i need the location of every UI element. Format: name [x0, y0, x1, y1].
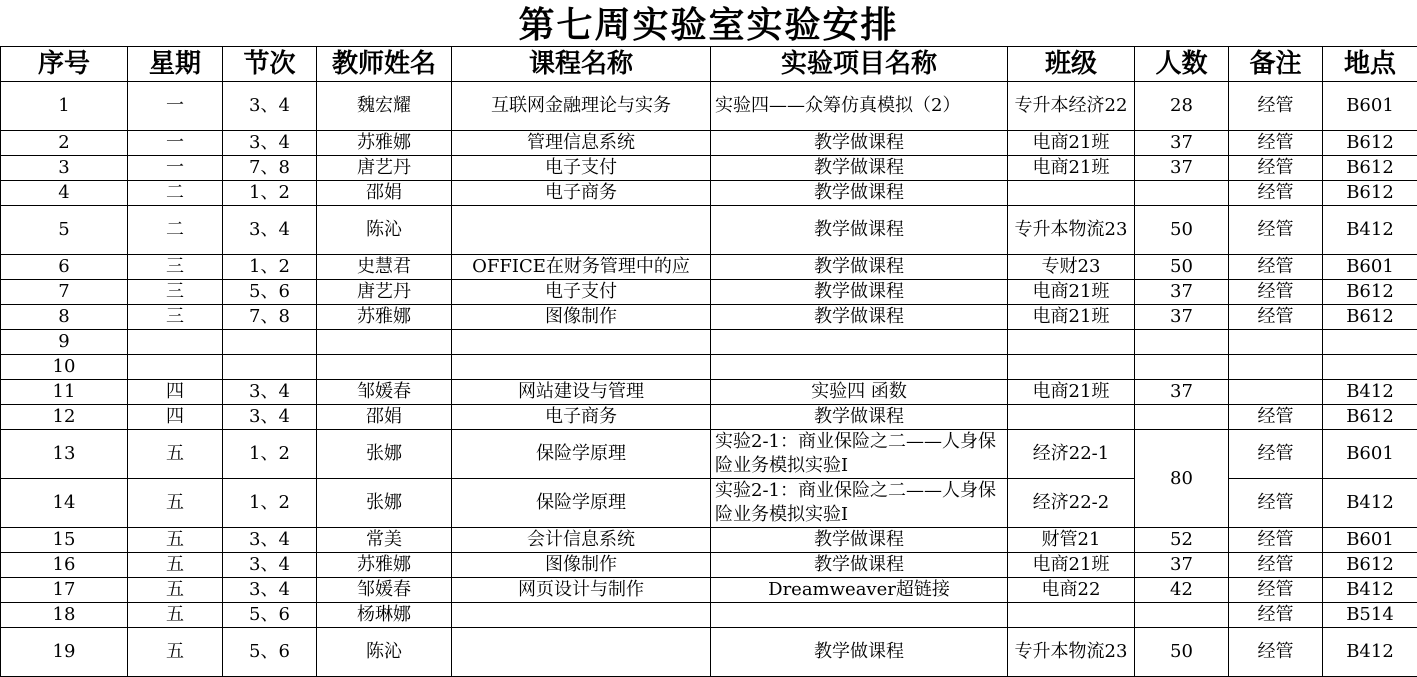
cell-teacher[interactable]: 史慧君: [317, 255, 452, 280]
header-location[interactable]: 地点: [1323, 47, 1417, 82]
cell-experiment[interactable]: [711, 330, 1008, 355]
cell-period[interactable]: 1、2: [223, 181, 317, 206]
cell-count[interactable]: [1135, 181, 1229, 206]
header-row: [1, 47, 1417, 82]
cell-note[interactable]: 经管: [1229, 181, 1323, 206]
cell-period[interactable]: 1、2: [223, 430, 317, 479]
cell-index[interactable]: 9: [1, 330, 128, 355]
cell-count[interactable]: 37: [1135, 305, 1229, 330]
cell-experiment[interactable]: Dreamweaver超链接: [711, 578, 1008, 603]
table-row[interactable]: [1, 206, 1417, 255]
cell-count[interactable]: [1135, 330, 1229, 355]
cell-experiment[interactable]: 教学做课程: [711, 528, 1008, 553]
cell-count[interactable]: 37: [1135, 553, 1229, 578]
cell-index[interactable]: 5: [1, 206, 128, 255]
cell-course[interactable]: OFFICE在财务管理中的应: [452, 255, 711, 280]
cell-course[interactable]: 网站建设与管理: [452, 380, 711, 405]
cell-count[interactable]: 52: [1135, 528, 1229, 553]
header-weekday[interactable]: 星期: [128, 47, 223, 82]
cell-weekday[interactable]: 五: [128, 628, 223, 677]
cell-note[interactable]: 经管: [1229, 405, 1323, 430]
cell-weekday[interactable]: 五: [128, 479, 223, 528]
cell-location[interactable]: B514: [1323, 603, 1417, 628]
cell-class[interactable]: 电商21班: [1008, 305, 1135, 330]
cell-weekday[interactable]: [128, 355, 223, 380]
cell-index[interactable]: 19: [1, 628, 128, 677]
cell-experiment[interactable]: 教学做课程: [711, 305, 1008, 330]
cell-class[interactable]: 电商21班: [1008, 380, 1135, 405]
cell-course[interactable]: 保险学原理: [452, 479, 711, 528]
cell-teacher[interactable]: 邹媛春: [317, 578, 452, 603]
cell-index[interactable]: 7: [1, 280, 128, 305]
cell-course[interactable]: 图像制作: [452, 553, 711, 578]
cell-weekday[interactable]: [128, 330, 223, 355]
cell-teacher[interactable]: 邵娟: [317, 405, 452, 430]
cell-count[interactable]: [1135, 405, 1229, 430]
cell-teacher[interactable]: 唐艺丹: [317, 280, 452, 305]
cell-teacher[interactable]: 张娜: [317, 430, 452, 479]
table-row[interactable]: [1, 330, 1417, 355]
cell-weekday[interactable]: 一: [128, 131, 223, 156]
cell-period[interactable]: 7、8: [223, 305, 317, 330]
cell-teacher[interactable]: [317, 355, 452, 380]
cell-teacher[interactable]: 邵娟: [317, 181, 452, 206]
cell-experiment[interactable]: 教学做课程: [711, 156, 1008, 181]
cell-course[interactable]: 电子支付: [452, 156, 711, 181]
cell-period[interactable]: 3、4: [223, 206, 317, 255]
table-row[interactable]: [1, 405, 1417, 430]
cell-note[interactable]: 经管: [1229, 479, 1323, 528]
cell-weekday[interactable]: 五: [128, 553, 223, 578]
cell-weekday[interactable]: 五: [128, 578, 223, 603]
cell-weekday[interactable]: 四: [128, 405, 223, 430]
cell-location[interactable]: B412: [1323, 479, 1417, 528]
header-class[interactable]: 班级: [1008, 47, 1135, 82]
cell-class[interactable]: [1008, 181, 1135, 206]
cell-location[interactable]: B612: [1323, 280, 1417, 305]
cell-course[interactable]: 保险学原理: [452, 430, 711, 479]
cell-class[interactable]: 专升本物流23: [1008, 628, 1135, 677]
cell-teacher[interactable]: 陈沁: [317, 206, 452, 255]
cell-note[interactable]: 经管: [1229, 280, 1323, 305]
cell-weekday[interactable]: 五: [128, 603, 223, 628]
cell-index[interactable]: 15: [1, 528, 128, 553]
cell-period[interactable]: [223, 330, 317, 355]
cell-index[interactable]: 1: [1, 82, 128, 131]
cell-class[interactable]: [1008, 405, 1135, 430]
cell-class[interactable]: 经济22-1: [1008, 430, 1135, 479]
cell-class[interactable]: [1008, 603, 1135, 628]
cell-note[interactable]: 经管: [1229, 578, 1323, 603]
cell-note[interactable]: [1229, 380, 1323, 405]
cell-teacher[interactable]: 邹媛春: [317, 380, 452, 405]
cell-location[interactable]: B601: [1323, 255, 1417, 280]
cell-experiment[interactable]: 实验四 函数: [711, 380, 1008, 405]
table-row[interactable]: [1, 628, 1417, 677]
header-count[interactable]: 人数: [1135, 47, 1229, 82]
cell-location[interactable]: B612: [1323, 553, 1417, 578]
cell-index[interactable]: 6: [1, 255, 128, 280]
cell-class[interactable]: 经济22-2: [1008, 479, 1135, 528]
table-row[interactable]: [1, 553, 1417, 578]
cell-note[interactable]: 经管: [1229, 305, 1323, 330]
cell-note[interactable]: [1229, 330, 1323, 355]
cell-note[interactable]: 经管: [1229, 206, 1323, 255]
cell-index[interactable]: 14: [1, 479, 128, 528]
cell-class[interactable]: 专升本物流23: [1008, 206, 1135, 255]
cell-course[interactable]: 网页设计与制作: [452, 578, 711, 603]
cell-period[interactable]: 7、8: [223, 156, 317, 181]
cell-location[interactable]: B412: [1323, 206, 1417, 255]
cell-index[interactable]: 2: [1, 131, 128, 156]
cell-weekday[interactable]: 三: [128, 255, 223, 280]
table-row[interactable]: [1, 355, 1417, 380]
cell-period[interactable]: 3、4: [223, 82, 317, 131]
cell-experiment[interactable]: 教学做课程: [711, 181, 1008, 206]
cell-teacher[interactable]: 苏雅娜: [317, 305, 452, 330]
header-teacher[interactable]: 教师姓名: [317, 47, 452, 82]
cell-experiment[interactable]: 实验2-1：商业保险之二——人身保险业务模拟实验Ⅰ: [711, 430, 1008, 479]
schedule-table: [0, 46, 1417, 677]
cell-course[interactable]: 管理信息系统: [452, 131, 711, 156]
cell-location[interactable]: B612: [1323, 131, 1417, 156]
cell-course[interactable]: [452, 206, 711, 255]
cell-index[interactable]: 3: [1, 156, 128, 181]
cell-period[interactable]: 3、4: [223, 578, 317, 603]
cell-count[interactable]: 42: [1135, 578, 1229, 603]
cell-location[interactable]: [1323, 355, 1417, 380]
cell-location[interactable]: [1323, 330, 1417, 355]
cell-class[interactable]: [1008, 355, 1135, 380]
cell-note[interactable]: 经管: [1229, 603, 1323, 628]
table-row[interactable]: [1, 280, 1417, 305]
cell-count[interactable]: 50: [1135, 206, 1229, 255]
cell-location[interactable]: B612: [1323, 181, 1417, 206]
cell-class[interactable]: 电商21班: [1008, 280, 1135, 305]
cell-experiment[interactable]: 教学做课程: [711, 131, 1008, 156]
cell-experiment[interactable]: 教学做课程: [711, 255, 1008, 280]
cell-note[interactable]: [1229, 355, 1323, 380]
cell-period[interactable]: 3、4: [223, 553, 317, 578]
cell-count[interactable]: 37: [1135, 380, 1229, 405]
cell-weekday[interactable]: 四: [128, 380, 223, 405]
header-period[interactable]: 节次: [223, 47, 317, 82]
cell-experiment[interactable]: 教学做课程: [711, 280, 1008, 305]
cell-teacher[interactable]: 常美: [317, 528, 452, 553]
cell-teacher[interactable]: 魏宏耀: [317, 82, 452, 131]
cell-weekday[interactable]: 三: [128, 305, 223, 330]
header-course[interactable]: 课程名称: [452, 47, 711, 82]
cell-weekday[interactable]: 二: [128, 181, 223, 206]
cell-experiment[interactable]: [711, 355, 1008, 380]
sheet-title: 第七周实验室实验安排: [0, 0, 1417, 46]
cell-note[interactable]: 经管: [1229, 528, 1323, 553]
cell-teacher[interactable]: 苏雅娜: [317, 553, 452, 578]
cell-index[interactable]: 4: [1, 181, 128, 206]
table-row[interactable]: [1, 528, 1417, 553]
cell-period[interactable]: 1、2: [223, 479, 317, 528]
table-row[interactable]: [1, 131, 1417, 156]
cell-class[interactable]: [1008, 330, 1135, 355]
cell-index[interactable]: 17: [1, 578, 128, 603]
cell-location[interactable]: B601: [1323, 528, 1417, 553]
cell-location[interactable]: B612: [1323, 156, 1417, 181]
cell-course[interactable]: [452, 628, 711, 677]
cell-count[interactable]: 80: [1135, 430, 1229, 528]
cell-index[interactable]: 18: [1, 603, 128, 628]
cell-count[interactable]: [1135, 603, 1229, 628]
table-row[interactable]: [1, 156, 1417, 181]
cell-course[interactable]: 电子支付: [452, 280, 711, 305]
cell-weekday[interactable]: 五: [128, 528, 223, 553]
cell-location[interactable]: B601: [1323, 430, 1417, 479]
table-row[interactable]: [1, 380, 1417, 405]
cell-course[interactable]: 图像制作: [452, 305, 711, 330]
cell-weekday[interactable]: 二: [128, 206, 223, 255]
cell-note[interactable]: 经管: [1229, 131, 1323, 156]
cell-note[interactable]: 经管: [1229, 553, 1323, 578]
cell-note[interactable]: 经管: [1229, 628, 1323, 677]
cell-index[interactable]: 11: [1, 380, 128, 405]
cell-note[interactable]: 经管: [1229, 156, 1323, 181]
cell-period[interactable]: 3、4: [223, 405, 317, 430]
header-note[interactable]: 备注: [1229, 47, 1323, 82]
cell-weekday[interactable]: 一: [128, 156, 223, 181]
cell-location[interactable]: B612: [1323, 405, 1417, 430]
cell-class[interactable]: 财管21: [1008, 528, 1135, 553]
cell-teacher[interactable]: 唐艺丹: [317, 156, 452, 181]
cell-teacher[interactable]: 杨琳娜: [317, 603, 452, 628]
header-index[interactable]: 序号: [1, 47, 128, 82]
cell-location[interactable]: B412: [1323, 578, 1417, 603]
cell-class[interactable]: 专升本经济22: [1008, 82, 1135, 131]
cell-course[interactable]: 会计信息系统: [452, 528, 711, 553]
cell-weekday[interactable]: 五: [128, 430, 223, 479]
cell-experiment[interactable]: 教学做课程: [711, 553, 1008, 578]
cell-count[interactable]: 28: [1135, 82, 1229, 131]
cell-experiment[interactable]: [711, 603, 1008, 628]
cell-teacher[interactable]: 苏雅娜: [317, 131, 452, 156]
cell-location[interactable]: B412: [1323, 380, 1417, 405]
cell-experiment[interactable]: 实验四——众筹仿真模拟（2）: [711, 82, 1008, 131]
cell-class[interactable]: 专财23: [1008, 255, 1135, 280]
table-row[interactable]: [1, 430, 1417, 479]
cell-class[interactable]: 电商21班: [1008, 131, 1135, 156]
cell-note[interactable]: 经管: [1229, 255, 1323, 280]
header-experiment[interactable]: 实验项目名称: [711, 47, 1008, 82]
cell-period[interactable]: 5、6: [223, 628, 317, 677]
cell-experiment[interactable]: 教学做课程: [711, 628, 1008, 677]
cell-experiment[interactable]: 教学做课程: [711, 206, 1008, 255]
cell-count[interactable]: 37: [1135, 280, 1229, 305]
cell-period[interactable]: 5、6: [223, 603, 317, 628]
cell-period[interactable]: 3、4: [223, 131, 317, 156]
table-row[interactable]: [1, 305, 1417, 330]
cell-count[interactable]: 50: [1135, 255, 1229, 280]
cell-note[interactable]: 经管: [1229, 430, 1323, 479]
cell-teacher[interactable]: [317, 330, 452, 355]
cell-index[interactable]: 10: [1, 355, 128, 380]
cell-index[interactable]: 12: [1, 405, 128, 430]
cell-course[interactable]: [452, 330, 711, 355]
cell-period[interactable]: 3、4: [223, 528, 317, 553]
cell-period[interactable]: 3、4: [223, 380, 317, 405]
cell-index[interactable]: 16: [1, 553, 128, 578]
cell-course[interactable]: 电子商务: [452, 405, 711, 430]
cell-course[interactable]: [452, 355, 711, 380]
cell-count[interactable]: [1135, 355, 1229, 380]
cell-period[interactable]: [223, 355, 317, 380]
table-row[interactable]: [1, 603, 1417, 628]
cell-location[interactable]: B601: [1323, 82, 1417, 131]
cell-index[interactable]: 8: [1, 305, 128, 330]
table-row[interactable]: [1, 255, 1417, 280]
table-row[interactable]: [1, 82, 1417, 131]
cell-experiment[interactable]: 实验2-1：商业保险之二——人身保险业务模拟实验Ⅰ: [711, 479, 1008, 528]
cell-weekday[interactable]: 一: [128, 82, 223, 131]
cell-period[interactable]: 5、6: [223, 280, 317, 305]
cell-location[interactable]: B612: [1323, 305, 1417, 330]
table-body: [1, 82, 1417, 677]
cell-weekday[interactable]: 三: [128, 280, 223, 305]
cell-index[interactable]: 13: [1, 430, 128, 479]
cell-teacher[interactable]: 张娜: [317, 479, 452, 528]
cell-experiment[interactable]: 教学做课程: [711, 405, 1008, 430]
cell-class[interactable]: 电商21班: [1008, 553, 1135, 578]
cell-period[interactable]: 1、2: [223, 255, 317, 280]
cell-class[interactable]: 电商22: [1008, 578, 1135, 603]
cell-course[interactable]: [452, 603, 711, 628]
cell-class[interactable]: 电商21班: [1008, 156, 1135, 181]
cell-course[interactable]: 互联网金融理论与实务: [452, 82, 711, 131]
cell-teacher[interactable]: 陈沁: [317, 628, 452, 677]
table-row[interactable]: [1, 181, 1417, 206]
cell-location[interactable]: B412: [1323, 628, 1417, 677]
table-row[interactable]: [1, 578, 1417, 603]
cell-count[interactable]: 50: [1135, 628, 1229, 677]
cell-course[interactable]: 电子商务: [452, 181, 711, 206]
cell-note[interactable]: 经管: [1229, 82, 1323, 131]
cell-count[interactable]: 37: [1135, 156, 1229, 181]
cell-count[interactable]: 37: [1135, 131, 1229, 156]
